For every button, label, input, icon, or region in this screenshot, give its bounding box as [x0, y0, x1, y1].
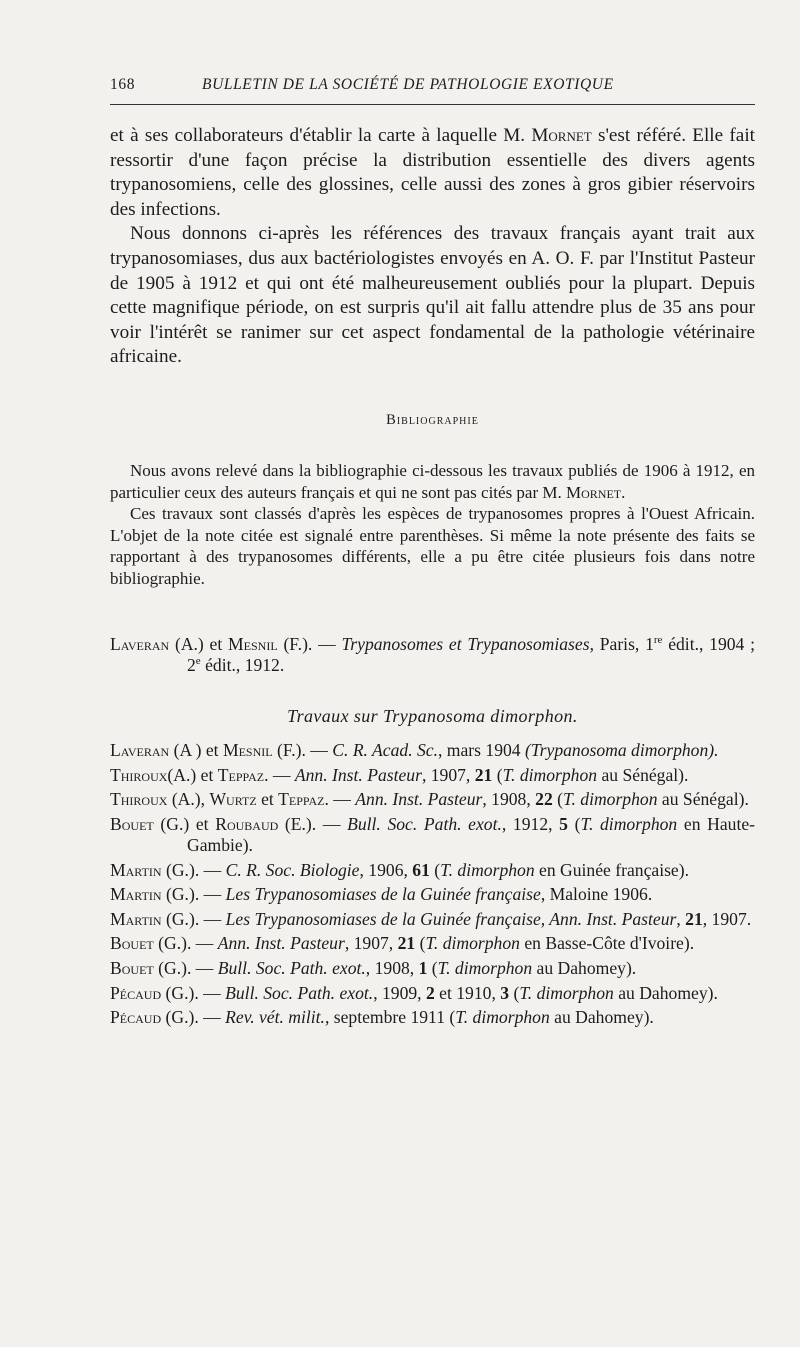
author-name: Laveran: [110, 740, 170, 760]
text-span: (A.),: [167, 789, 210, 810]
text-span: au Sénégal).: [597, 764, 689, 785]
species-name: T. dimorphon: [580, 813, 678, 834]
author-name: Wurtz: [209, 789, 257, 810]
text-span: (: [492, 764, 503, 785]
text-span: Nous avons relevé dans la bibliographie ci-dessous les travaux publiés de 1906 à 1912, en particulier ceux des auteurs français et qui ne sont pas cités par M.: [110, 461, 755, 502]
text-span: (A.) et: [167, 764, 218, 785]
text-span: (G.). —: [161, 908, 226, 929]
text-span: (G.) et: [153, 813, 216, 834]
superscript: re: [653, 634, 663, 647]
volume-number: 22: [535, 789, 553, 810]
journal-title: C. R. Soc. Biologie: [225, 859, 360, 880]
text-span: , 1907.: [702, 908, 752, 929]
bibliography-intro: [110, 460, 755, 590]
text-span: , 1912,: [501, 813, 560, 834]
reference-item: [110, 933, 755, 954]
text-span: (G.). —: [161, 1007, 226, 1028]
text-span: au Dahomey).: [532, 957, 637, 978]
bibliography-paragraph-2: Ces travaux sont classés d'après les espèces de trypanosomes propres à l'Ouest Africain. L'objet de la note citée est signalé entre parenthèses. Si même la note présente des faits se rapportant à des trypanosomes différents, elle a pu être citée plusieurs fois dans notre bibliographie.: [110, 504, 755, 588]
text-span: édit., 1912.: [200, 655, 285, 676]
author-name: Martin: [110, 859, 162, 880]
text-span: , septembre 1911 (: [324, 1007, 456, 1028]
text-span: (G.). —: [153, 933, 218, 954]
text-span: en Basse-Côte d'Ivoire).: [519, 933, 695, 954]
author-name: Roubaud: [215, 813, 279, 834]
journal-title: Ann. Inst. Pasteur: [355, 789, 483, 810]
volume-number: 21: [474, 764, 493, 785]
text-span: , Maloine 1906.: [540, 884, 653, 905]
bibliography-heading: Bibliographie: [386, 412, 479, 428]
author-name: Teppaz: [217, 764, 265, 785]
reference-item: [110, 958, 755, 979]
author-name: Thiroux: [110, 764, 168, 785]
text-span: (: [427, 957, 438, 978]
reference-item: [110, 1007, 755, 1028]
text-span: (A.) et: [169, 634, 229, 654]
text-span: (: [509, 982, 520, 1003]
author-name: Bouet: [110, 957, 154, 978]
text-span: (G.). —: [161, 859, 226, 880]
text-span: (: [567, 813, 581, 834]
text-span: (G.). —: [153, 957, 218, 978]
reference-item: [110, 884, 755, 905]
text-span: au Dahomey).: [613, 982, 718, 1003]
text-span: , 1908,: [482, 789, 536, 810]
reference-item: [110, 765, 755, 786]
volume-number: 3: [500, 982, 510, 1003]
reference-item: [110, 740, 755, 761]
text-span: (: [552, 789, 563, 810]
text-span: et 1910,: [434, 982, 501, 1003]
text-span: et: [256, 789, 279, 810]
reference-item: [110, 860, 755, 881]
text-span: , 1906,: [359, 859, 413, 880]
text-span: (A ) et: [169, 740, 223, 760]
journal-title: Ann. Inst. Pasteur: [294, 764, 422, 785]
species-name: T. dimorphon: [455, 1007, 550, 1028]
volume-number: 1: [418, 957, 428, 978]
volume-number: 5: [559, 813, 568, 834]
text-span: (: [429, 859, 441, 880]
text-span: (F.). —: [277, 634, 342, 654]
author-name: Martin: [110, 908, 162, 929]
author-name: Teppaz: [278, 789, 325, 810]
author-name: Laveran: [110, 634, 170, 654]
volume-number: 21: [685, 908, 703, 929]
text-span: , 1908,: [365, 957, 419, 978]
volume-number: 21: [397, 933, 416, 954]
text-span: au Sénégal).: [657, 789, 749, 810]
journal-title: Bull. Soc. Path. exot.: [225, 982, 374, 1003]
running-title: BULLETIN DE LA SOCIÉTÉ DE PATHOLOGIE EXOTIQUE: [202, 76, 614, 93]
species-name: T. dimorphon: [425, 933, 520, 954]
journal-title: C. R. Acad. Sc.: [332, 740, 438, 760]
reference-list: [110, 740, 755, 1032]
species-name: T. dimorphon: [502, 764, 598, 785]
author-name: Bouet: [110, 933, 154, 954]
first-reference: [110, 634, 755, 680]
header-rule: [110, 104, 755, 105]
text-span: s'est référé. Elle fait ressortir d'une façon précise la distribution essentielle des divers agents trypanosomiens, celle des glossines, celle aussi des zones à gros gibier réservoirs des infections.: [110, 125, 755, 220]
text-span: (F.). —: [272, 740, 333, 760]
journal-title: Les Trypanosomiases de la Guinée française, Ann. Inst. Pasteur: [225, 908, 677, 929]
volume-number: 61: [412, 859, 430, 880]
text-span: , 1907,: [421, 764, 475, 785]
journal-title: Rev. vét. milit.: [225, 1007, 325, 1028]
text-span: édit., 1904 ; 2: [187, 634, 755, 676]
text-span: (G.). —: [161, 884, 226, 905]
superscript: e: [195, 655, 201, 668]
intro-paragraph-2: Nous donnons ci-après les références des travaux français ayant trait aux trypanosomiases, dus aux bactériologistes envoyés en A. O. F. par l'Institut Pasteur de 1905 à 1912 et qui ont été malheureusement oubliés pour la plupart. Depuis cette magnifique période, on est surpris qu'il ait fallu attendre plus de 35 ans pour voir l'intérêt se ranimer sur cet aspect fondamental de la pathologie vétérinaire africaine.: [110, 223, 755, 368]
reference-item: [110, 814, 755, 856]
text-span: , Paris, 1: [589, 634, 654, 654]
page-number: 168: [110, 76, 136, 93]
text-span: , 1909,: [373, 982, 426, 1003]
species-name: T. dimorphon: [563, 789, 658, 810]
text-span: . —: [324, 789, 356, 810]
reference-item: [110, 983, 755, 1004]
author-name: Mornet: [566, 482, 622, 502]
journal-title: Bull. Soc. Path. exot.: [217, 957, 366, 978]
text-span: , mars 1904: [438, 740, 525, 760]
reference-item: [110, 789, 755, 810]
bibliography-paragraph-1: [110, 460, 755, 503]
text-span: .: [621, 482, 626, 502]
text-span: . —: [264, 764, 295, 785]
reference-item: [110, 909, 755, 930]
journal-title: Les Trypanosomiases de la Guinée française: [225, 884, 541, 905]
author-name: Pécaud: [110, 982, 162, 1003]
text-span: ,: [676, 908, 686, 929]
author-name: Martin: [110, 884, 162, 905]
text-span: en Haute-Gambie).: [187, 813, 756, 855]
text-span: (E.). —: [278, 813, 348, 834]
text-span: au Dahomey).: [549, 1007, 654, 1028]
page-header: [110, 76, 755, 102]
text-span: (G.). —: [161, 982, 226, 1003]
volume-number: 2: [425, 982, 435, 1003]
intro-text: [110, 124, 755, 370]
reference-item: [110, 634, 755, 676]
work-title: Trypanosomes et Trypanosomiases: [341, 634, 590, 654]
author-name: Mornet: [531, 125, 592, 146]
author-name: Mesnil: [222, 740, 273, 760]
text-span: , 1907,: [344, 933, 398, 954]
author-name: Pécaud: [110, 1007, 162, 1028]
species-name: T. dimorphon: [440, 859, 535, 880]
species-name: T. dimorphon: [437, 957, 533, 978]
text-span: et à ses collaborateurs d'établir la carte à laquelle M.: [110, 125, 532, 146]
text-span: (: [415, 933, 426, 954]
text-span: en Guinée française).: [534, 859, 689, 880]
journal-title: Ann. Inst. Pasteur: [217, 933, 345, 954]
journal-title: Bull. Soc. Path. exot.: [347, 813, 502, 834]
note-text: (Trypanosoma dimorphon).: [524, 740, 719, 760]
author-name: Thiroux: [110, 789, 168, 810]
subsection-heading: Travaux sur Trypanosoma dimorphon.: [287, 706, 578, 726]
species-name: T. dimorphon: [519, 982, 614, 1003]
author-name: Bouet: [110, 813, 154, 834]
author-name: Mesnil: [228, 634, 278, 654]
intro-paragraph-1: [110, 124, 755, 222]
